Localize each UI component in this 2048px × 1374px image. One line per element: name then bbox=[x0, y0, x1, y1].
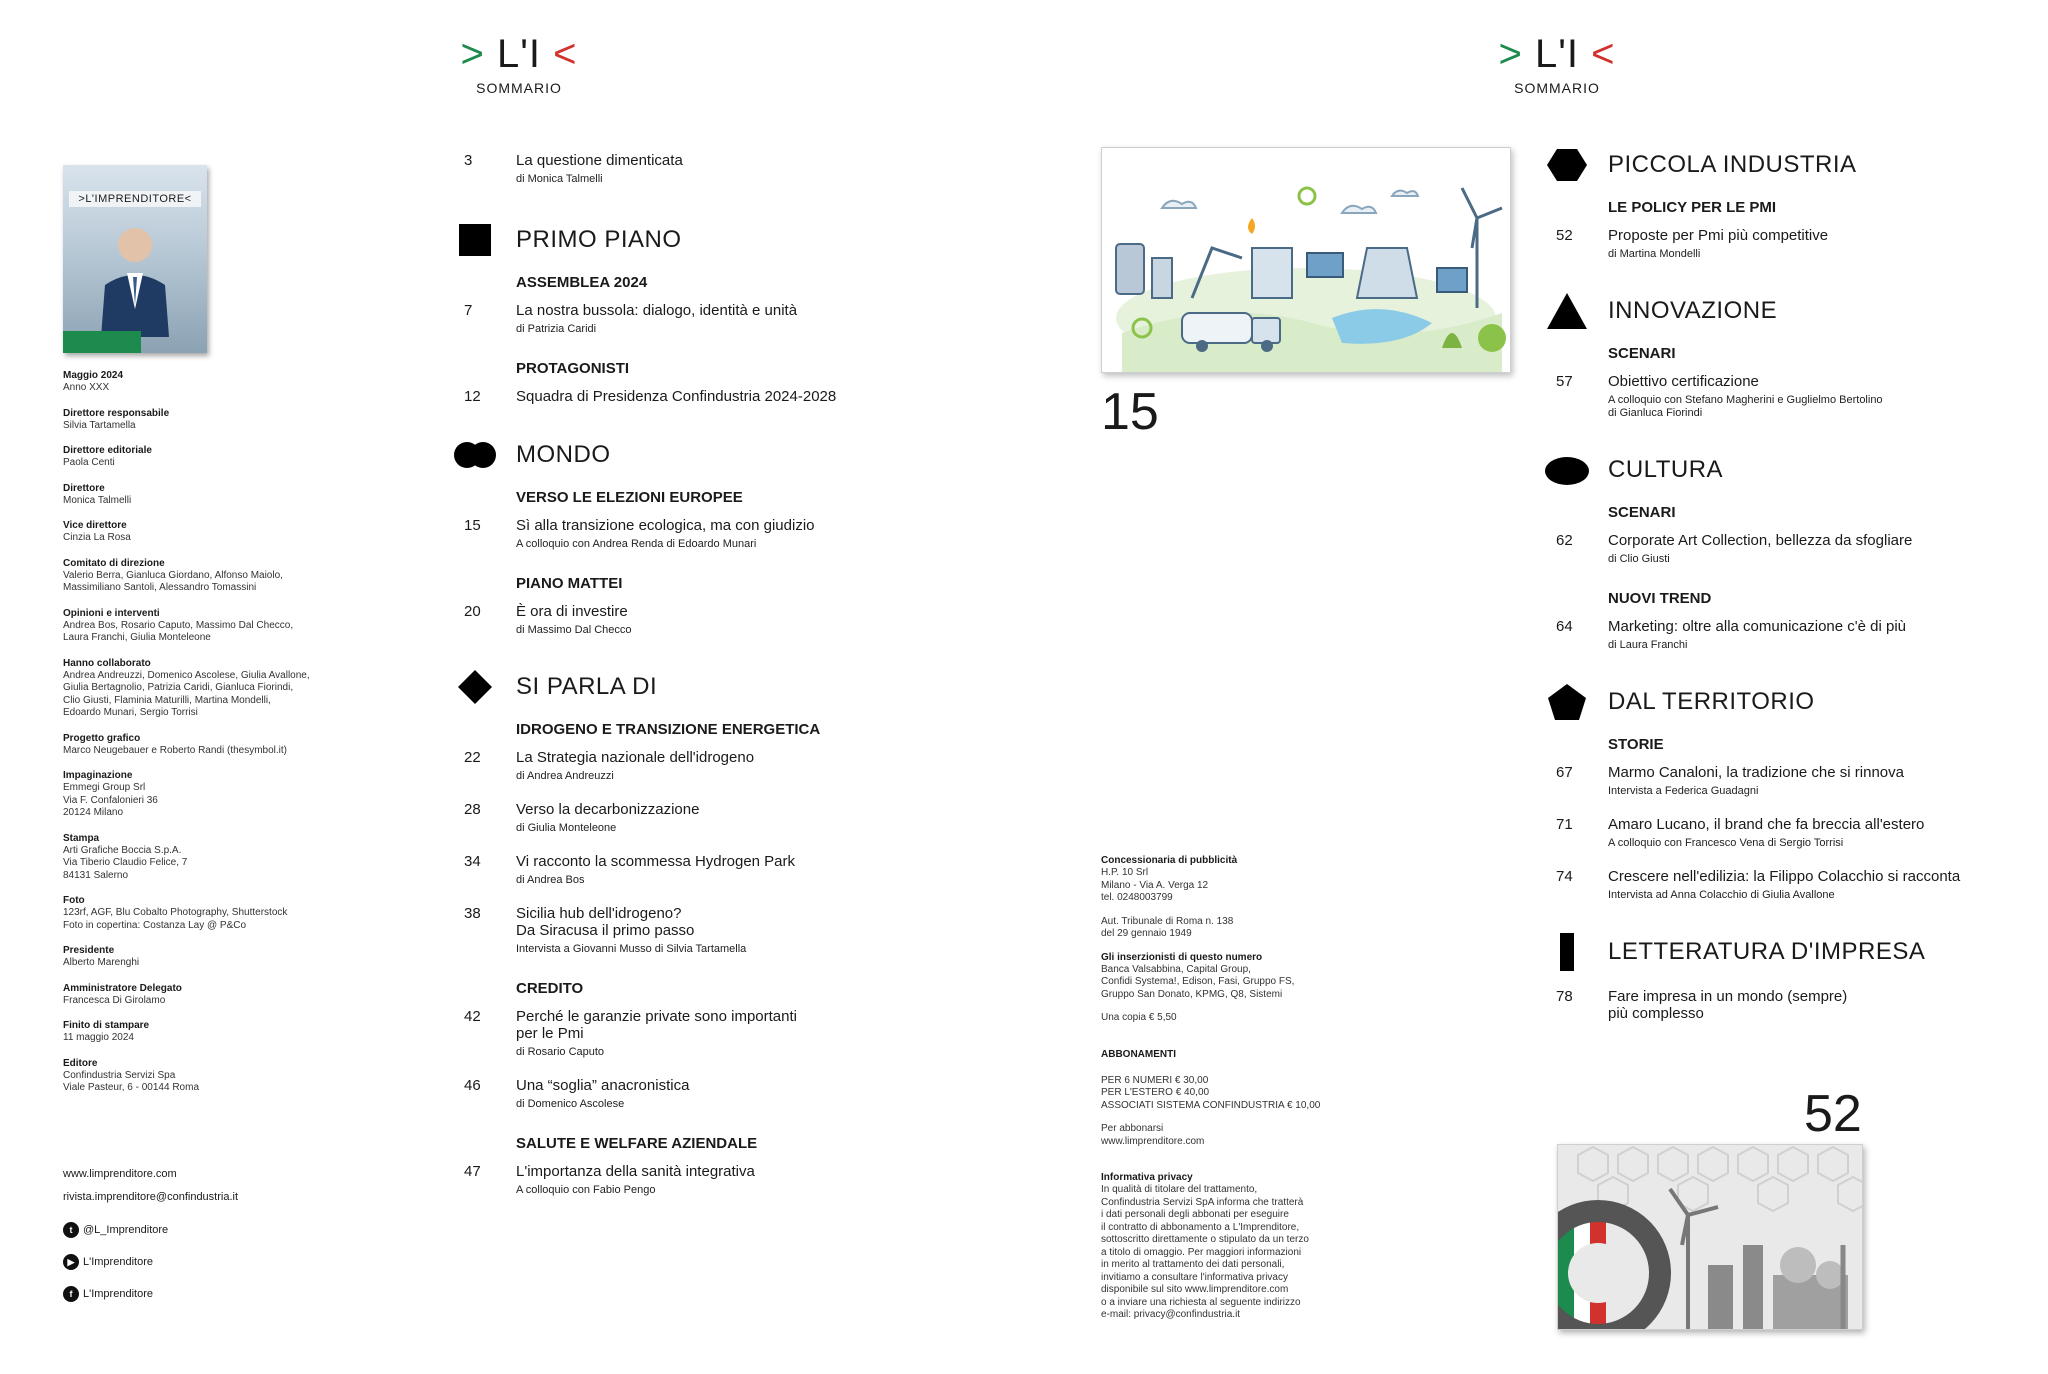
colophon-text: Paola Centi bbox=[63, 457, 115, 468]
toc-section bbox=[1556, 450, 2028, 652]
logo: > L'I < bbox=[1498, 32, 1616, 76]
colophon-label: Presidente bbox=[63, 945, 115, 956]
section-shape bbox=[1542, 682, 1592, 722]
colophon-text: Francesca Di Girolamo bbox=[63, 994, 166, 1006]
bar-icon bbox=[1542, 932, 1592, 972]
entry-title: Crescere nell'edilizia: la Filippo Colacchio si racconta bbox=[1608, 868, 1961, 885]
section-title: PICCOLA INDUSTRIA bbox=[1608, 151, 1857, 178]
toc-section bbox=[1556, 145, 2028, 261]
info-text: In qualità di titolare del trattamento, Confindustria Servizi SpA informa che tratterà i dati personali degli abbonati per eseguire il contratto di abbonamento a L'Imprenditore, sottoscritto direttamente o stipulato da un terzo a titolo di omaggio. Per maggiori informazioni in merito al trattamento dei dati personali, invitiamo a consultare l'informativa privacy disponibile sul sito www.limprenditore.com o a inviare una richiesta al seguente indirizzo e-mail: privacy@confindustria.it bbox=[1101, 1184, 1309, 1320]
toc-entry[interactable] bbox=[464, 1163, 916, 1197]
entry-author: di Andrea Bos bbox=[516, 874, 585, 886]
hexagon-icon bbox=[1542, 145, 1592, 185]
subsection-title: ASSEMBLEA 2024 bbox=[516, 274, 648, 291]
colophon-label: Progetto grafico bbox=[63, 732, 141, 744]
ellipse-icon bbox=[1542, 450, 1592, 490]
masthead-right bbox=[1457, 32, 1657, 96]
section-heading[interactable] bbox=[516, 435, 916, 475]
toc-entry[interactable] bbox=[464, 302, 916, 336]
square-icon bbox=[450, 220, 500, 260]
toc-right-sections bbox=[1556, 145, 2028, 1022]
entry-title: La nostra bussola: dialogo, identità e unità bbox=[516, 302, 798, 319]
toc-entry[interactable] bbox=[464, 1008, 916, 1059]
cover-green-band bbox=[63, 331, 141, 353]
publication-info bbox=[1101, 855, 1361, 1333]
entry-title: Corporate Art Collection, bellezza da sfogliare bbox=[1608, 532, 1913, 549]
section-title: DAL TERRITORIO bbox=[1608, 688, 1815, 715]
toc-entry[interactable] bbox=[1556, 764, 2028, 798]
colophon-block bbox=[63, 408, 343, 433]
entry-author: di Andrea Andreuzzi bbox=[516, 770, 614, 782]
logo: > L'I < bbox=[460, 32, 578, 76]
section-title: SI PARLA DI bbox=[516, 673, 658, 700]
twitter-icon: t bbox=[63, 1222, 79, 1238]
entry-author: di Monica Talmelli bbox=[516, 173, 603, 185]
colophon-text: Andrea Bos, Rosario Caputo, Massimo Dal Checco, Laura Franchi, Giulia Monteleone bbox=[63, 619, 294, 643]
entry-title: Sì alla transizione ecologica, ma con giudizio bbox=[516, 517, 815, 534]
entry-title: Una “soglia” anacronistica bbox=[516, 1077, 690, 1094]
info-text: Una copia € 5,50 bbox=[1101, 1012, 1177, 1023]
toc-entry[interactable] bbox=[1556, 373, 2028, 420]
colophon-label: Finito di stampare bbox=[63, 1020, 150, 1031]
page-number: 71 bbox=[1556, 816, 1573, 833]
entry-title: Amaro Lucano, il brand che fa breccia all'estero bbox=[1608, 816, 1925, 833]
colophon-label: Maggio 2024 bbox=[63, 370, 124, 381]
colophon-block bbox=[63, 895, 343, 932]
info-block bbox=[1101, 1012, 1361, 1025]
entry-author: di Massimo Dal Checco bbox=[516, 624, 632, 636]
page-number: 78 bbox=[1556, 988, 1573, 1005]
subsection-title: STORIE bbox=[1608, 736, 1664, 753]
section-shape bbox=[450, 220, 500, 260]
colophon-block bbox=[63, 558, 343, 595]
colophon-label: Comitato di direzione bbox=[63, 557, 165, 569]
colophon-block bbox=[63, 1058, 343, 1095]
colophon-block bbox=[63, 733, 343, 758]
page-number: 46 bbox=[464, 1077, 481, 1094]
page-number: 22 bbox=[464, 749, 481, 766]
section-heading[interactable] bbox=[516, 220, 916, 260]
entry-title: Sicilia hub dell'idrogeno? Da Siracusa il primo passo bbox=[516, 905, 695, 939]
toc-left bbox=[464, 152, 916, 1197]
info-block bbox=[1101, 1172, 1361, 1322]
subsection-title: PROTAGONISTI bbox=[516, 360, 630, 377]
toc-entry[interactable] bbox=[464, 1077, 916, 1111]
colophon-block bbox=[63, 483, 343, 508]
subsection-title: SALUTE E WELFARE AZIENDALE bbox=[516, 1135, 758, 1152]
page-number: 67 bbox=[1556, 764, 1573, 781]
entry-title: Verso la decarbonizzazione bbox=[516, 801, 700, 818]
colophon-text: 123rf, AGF, Blu Cobalto Photography, Shutterstock Foto in copertina: Costanza Lay @ P&Co bbox=[63, 907, 288, 931]
entry-author: A colloquio con Stefano Magherini e Guglielmo Bertolino di Gianluca Fiorindi bbox=[1608, 394, 1883, 419]
diamond-icon bbox=[450, 667, 500, 707]
section-shape bbox=[1542, 145, 1592, 185]
colophon-block bbox=[63, 1020, 343, 1045]
industry-illustration[interactable] bbox=[1557, 1144, 1863, 1330]
toc-entry[interactable] bbox=[464, 801, 916, 835]
colophon-block bbox=[63, 445, 343, 470]
energy-illustration-svg bbox=[1102, 148, 1510, 372]
colophon-text: 11 maggio 2024 bbox=[63, 1032, 134, 1043]
colophon-label: Amministratore Delegato bbox=[63, 982, 182, 994]
colophon-block bbox=[63, 945, 343, 970]
page-number: 74 bbox=[1556, 868, 1573, 885]
entry-title: Marmo Canaloni, la tradizione che si rinnova bbox=[1608, 764, 1904, 781]
entry-title: Obiettivo certificazione bbox=[1608, 373, 1759, 390]
colophon-block bbox=[63, 833, 343, 883]
page-number: 15 bbox=[464, 517, 481, 534]
page-number: 34 bbox=[464, 853, 481, 870]
colophon-text: Emmegi Group Srl Via F. Confalonieri 36 20124 Milano bbox=[63, 782, 158, 818]
toc-entry[interactable] bbox=[1556, 227, 2028, 261]
subsection-title: CREDITO bbox=[516, 980, 584, 997]
info-label: ABBONAMENTI bbox=[1101, 1048, 1176, 1060]
toc-right bbox=[1556, 145, 2028, 1022]
entry-title: Marketing: oltre alla comunicazione c'è di più bbox=[1608, 618, 1907, 635]
section-shape bbox=[450, 435, 500, 475]
entry-title: La Strategia nazionale dell'idrogeno bbox=[516, 749, 755, 766]
info-text: Per abbonarsi www.limprenditore.com bbox=[1101, 1123, 1205, 1147]
entry-author: di Giulia Monteleone bbox=[516, 822, 617, 834]
toc-entry[interactable] bbox=[464, 388, 916, 405]
colophon-text: Arti Grafiche Boccia S.p.A. Via Tiberio Claudio Felice, 7 84131 Salerno bbox=[63, 844, 188, 881]
page-number: 52 bbox=[1556, 227, 1573, 244]
section-heading[interactable] bbox=[1608, 932, 2028, 972]
entry-author: di Rosario Caputo bbox=[516, 1046, 605, 1058]
entry-author: di Clio Giusti bbox=[1608, 553, 1670, 565]
entry-author: Intervista a Federica Guadagni bbox=[1608, 785, 1759, 797]
info-label: Concessionaria di pubblicità bbox=[1101, 855, 1238, 866]
colophon-text: Valerio Berra, Gianluca Giordano, Alfonso Maiolo, Massimiliano Santoli, Alessandro Tomassini bbox=[63, 569, 283, 593]
colophon-text: Anno XXX bbox=[63, 382, 110, 393]
subsection-title: PIANO MATTEI bbox=[516, 575, 623, 592]
email-link[interactable]: rivista.imprenditore@confindustria.it bbox=[63, 1191, 239, 1203]
toc-entry[interactable] bbox=[464, 603, 916, 637]
entry-author: di Martina Mondelli bbox=[1608, 248, 1701, 260]
entry-author: A colloquio con Fabio Pengo bbox=[516, 1184, 656, 1196]
colophon-block bbox=[63, 770, 343, 820]
entry-author: Intervista ad Anna Colacchio di Giulia Avallone bbox=[1608, 889, 1835, 901]
section-title: MONDO bbox=[516, 441, 611, 468]
colophon-label: Vice direttore bbox=[63, 520, 127, 531]
info-text: H.P. 10 Srl Milano - Via A. Verga 12 tel. 0248003799 bbox=[1101, 867, 1209, 903]
masthead-left bbox=[419, 32, 619, 96]
industry-illustration-svg bbox=[1558, 1145, 1863, 1330]
section-heading[interactable] bbox=[1608, 682, 2028, 722]
sommario-label: SOMMARIO bbox=[1514, 80, 1600, 96]
subsection-title: IDROGENO E TRANSIZIONE ENERGETICA bbox=[516, 721, 821, 738]
section-heading[interactable] bbox=[1608, 291, 2028, 331]
colophon-label: Direttore bbox=[63, 482, 105, 494]
section-shape bbox=[1542, 932, 1592, 972]
toc-entry[interactable] bbox=[464, 517, 916, 551]
toc-entry[interactable] bbox=[1556, 988, 2028, 1022]
page-number: 42 bbox=[464, 1008, 481, 1025]
entry-author: A colloquio con Francesco Vena di Sergio Torrisi bbox=[1608, 837, 1844, 849]
youtube-icon: ▶ bbox=[63, 1254, 79, 1270]
info-label: Informativa privacy bbox=[1101, 1172, 1193, 1183]
subsection-title: LE POLICY PER LE PMI bbox=[1608, 199, 1777, 216]
section-title: CULTURA bbox=[1608, 456, 1724, 483]
page-figure-number-15: 15 bbox=[1101, 383, 1159, 441]
colophon-text: Marco Neugebauer e Roberto Randi (thesymbol.it) bbox=[63, 744, 287, 756]
page-number: 12 bbox=[464, 388, 481, 405]
info-block bbox=[1101, 1123, 1361, 1148]
entry-title: Fare impresa in un mondo (sempre) più complesso bbox=[1608, 988, 1848, 1022]
entry-title: È ora di investire bbox=[516, 603, 628, 620]
subsection-title: SCENARI bbox=[1608, 345, 1676, 362]
colophon-label: Impaginazione bbox=[63, 770, 133, 781]
colophon-label: Direttore responsabile bbox=[63, 407, 170, 419]
social-youtube[interactable]: ▶ L'Imprenditore bbox=[63, 1254, 343, 1270]
colophon-label: Direttore editoriale bbox=[63, 445, 152, 456]
info-block bbox=[1101, 1049, 1361, 1061]
colophon-label: Foto bbox=[63, 895, 85, 906]
toc-entry[interactable] bbox=[1556, 868, 2028, 902]
entry-author: di Patrizia Caridi bbox=[516, 323, 597, 335]
entry-title: Perché le garanzie private sono importanti per le Pmi bbox=[516, 1008, 797, 1042]
info-block bbox=[1101, 916, 1361, 941]
circles-icon bbox=[450, 435, 500, 475]
colophon-label: Hanno collaborato bbox=[63, 657, 151, 669]
toc-left-sections bbox=[464, 220, 916, 1197]
info-label: Gli inserzionisti di questo numero bbox=[1101, 951, 1263, 963]
colophon-text: Silvia Tartamella bbox=[63, 419, 136, 431]
toc-section bbox=[1556, 291, 2028, 420]
entry-title: Vi racconto la scommessa Hydrogen Park bbox=[516, 853, 796, 870]
subsection-title: VERSO LE ELEZIONI EUROPEE bbox=[516, 489, 743, 506]
toc-entry[interactable] bbox=[1556, 618, 2028, 652]
info-text: Aut. Tribunale di Roma n. 138 del 29 gennaio 1949 bbox=[1101, 915, 1234, 939]
entry-author: A colloquio con Andrea Renda di Edoardo Munari bbox=[516, 538, 757, 550]
section-title: PRIMO PIANO bbox=[516, 226, 682, 253]
section-shape bbox=[1542, 450, 1592, 490]
sommario-label: SOMMARIO bbox=[476, 80, 562, 96]
entry-title: Proposte per Pmi più competitive bbox=[1608, 227, 1829, 244]
colophon-text: Cinzia La Rosa bbox=[63, 532, 131, 543]
colophon-block bbox=[63, 608, 343, 645]
info-block bbox=[1101, 952, 1361, 1002]
website-link[interactable]: www.limprenditore.com bbox=[63, 1168, 177, 1180]
colophon-label: Stampa bbox=[63, 832, 100, 844]
page-figure-number-52: 52 bbox=[1804, 1085, 1862, 1143]
entry-title: Squadra di Presidenza Confindustria 2024-2028 bbox=[516, 388, 837, 405]
info-text: Banca Valsabbina, Capital Group, Confidi Systema!, Edison, Fasi, Gruppo FS, Gruppo San Donato, KPMG, Q8, Sistemi bbox=[1101, 963, 1295, 1000]
subsection-title: SCENARI bbox=[1608, 504, 1676, 521]
pentagon-icon bbox=[1542, 682, 1592, 722]
social-twitter[interactable]: t @L_Imprenditore bbox=[63, 1222, 343, 1238]
toc-section bbox=[1556, 932, 2028, 1022]
cover-person-illustration bbox=[97, 217, 173, 337]
entry-author: Intervista a Giovanni Musso di Silvia Tartamella bbox=[516, 943, 747, 955]
page-number: 57 bbox=[1556, 373, 1573, 390]
toc-entry-intro[interactable] bbox=[464, 152, 916, 186]
toc-entry[interactable] bbox=[1556, 532, 2028, 566]
toc-section bbox=[464, 220, 916, 405]
section-title: LETTERATURA D'IMPRESA bbox=[1608, 938, 1926, 965]
info-block bbox=[1101, 1075, 1361, 1113]
colophon-block bbox=[63, 658, 343, 720]
section-shape bbox=[450, 667, 500, 707]
colophon-text: Monica Talmelli bbox=[63, 494, 132, 506]
page-number: 7 bbox=[464, 302, 473, 319]
page-number: 3 bbox=[464, 152, 473, 169]
cover-thumbnail[interactable] bbox=[63, 165, 207, 353]
section-shape bbox=[1542, 291, 1592, 331]
page-number: 47 bbox=[464, 1163, 481, 1180]
colophon-text: Alberto Marenghi bbox=[63, 957, 140, 968]
section-heading[interactable] bbox=[1608, 450, 2028, 490]
colophon-block bbox=[63, 370, 343, 395]
page-number: 64 bbox=[1556, 618, 1573, 635]
toc-section bbox=[464, 435, 916, 637]
social-facebook[interactable]: f L'Imprenditore bbox=[63, 1286, 343, 1302]
colophon-block bbox=[63, 520, 343, 545]
facebook-icon: f bbox=[63, 1286, 79, 1302]
entry-author: di Domenico Ascolese bbox=[516, 1098, 625, 1110]
page-number: 62 bbox=[1556, 532, 1573, 549]
info-block bbox=[1101, 855, 1361, 905]
page-number: 20 bbox=[464, 603, 481, 620]
colophon-text: Andrea Andreuzzi, Domenico Ascolese, Giulia Avallone, Giulia Bertagnolio, Patrizia Caridi, Gianluca Fiorindi, Clio Giusti, Flaminia Maturilli, Martina Mondelli, Edoardo Munari, Sergio Torrisi bbox=[63, 669, 310, 718]
info-text: PER 6 NUMERI € 30,00 PER L'ESTERO € 40,00 ASSOCIATI SISTEMA CONFINDUSTRIA € 10,00 bbox=[1101, 1074, 1321, 1111]
triangle-icon bbox=[1542, 291, 1592, 331]
entry-title: La questione dimenticata bbox=[516, 152, 683, 169]
colophon bbox=[63, 370, 343, 1108]
toc-entry[interactable] bbox=[464, 749, 916, 783]
toc-section bbox=[464, 667, 916, 1197]
toc-entry[interactable] bbox=[464, 905, 916, 956]
contacts bbox=[63, 1167, 343, 1318]
colophon-text: Confindustria Servizi Spa Viale Pasteur, 6 - 00144 Roma bbox=[63, 1069, 200, 1093]
page-number: 38 bbox=[464, 905, 481, 922]
toc-section bbox=[1556, 682, 2028, 902]
colophon-label: Editore bbox=[63, 1057, 98, 1069]
entry-author: di Laura Franchi bbox=[1608, 639, 1688, 651]
colophon-block bbox=[63, 983, 343, 1008]
page-number: 28 bbox=[464, 801, 481, 818]
subsection-title: NUOVI TREND bbox=[1608, 590, 1712, 607]
colophon-label: Opinioni e interventi bbox=[63, 607, 160, 619]
section-title: INNOVAZIONE bbox=[1608, 297, 1778, 324]
section-heading[interactable] bbox=[516, 667, 916, 707]
cover-title: >L'IMPRENDITORE< bbox=[69, 191, 201, 207]
toc-entry[interactable] bbox=[464, 853, 916, 887]
section-heading[interactable] bbox=[1608, 145, 2028, 185]
energy-transition-illustration[interactable] bbox=[1101, 147, 1511, 373]
entry-title: L'importanza della sanità integrativa bbox=[516, 1163, 755, 1180]
toc-entry[interactable] bbox=[1556, 816, 2028, 850]
